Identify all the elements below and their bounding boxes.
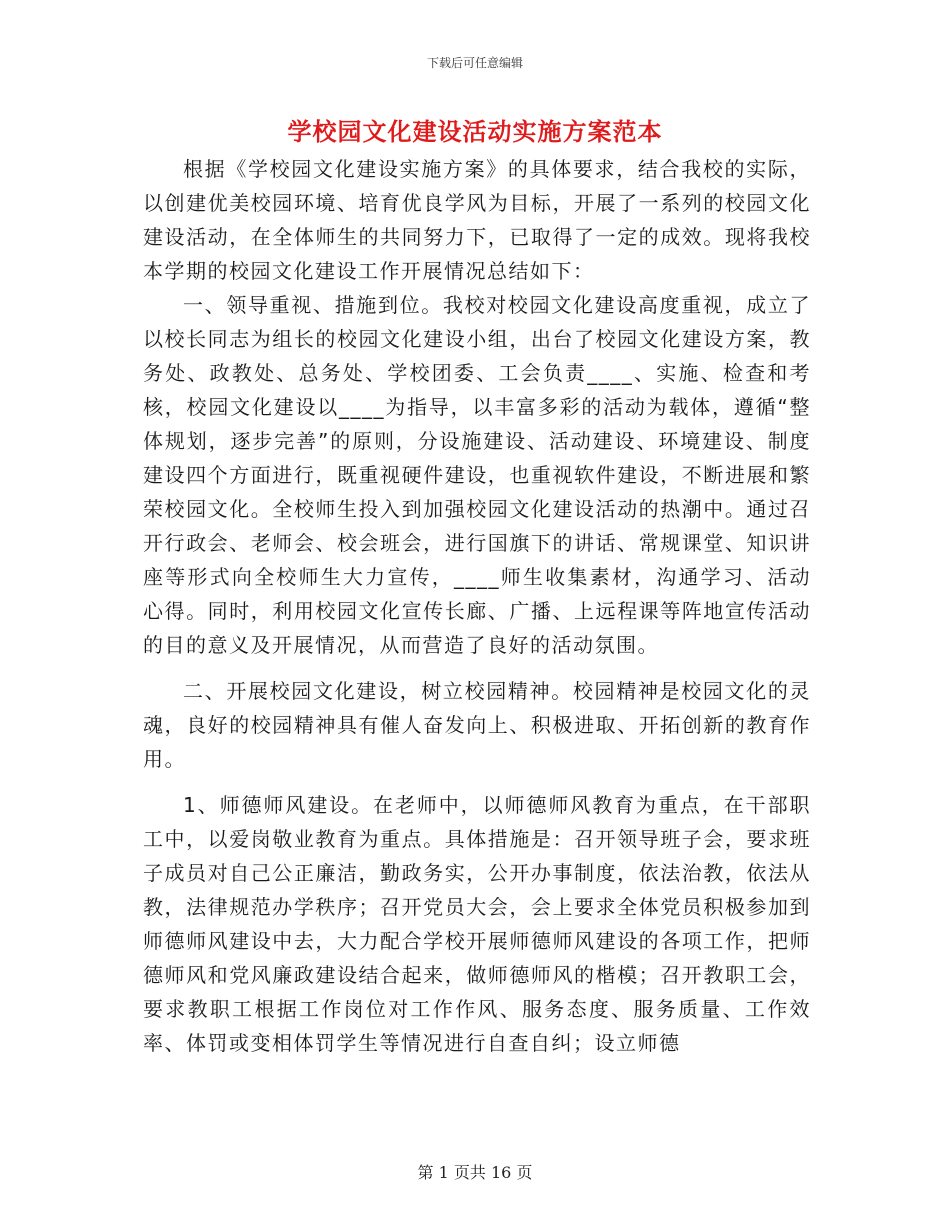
page-number: 第 1 页共 16 页: [417, 1163, 533, 1182]
document-title: 学校园文化建设活动实施方案范本: [287, 118, 663, 146]
paragraph-item-one: 1、师德师风建设。在老师中，以师德师风教育为重点，在干部职工中，以爱岗敬业教育为重点。具体措施是：召开领导班子会，要求班子成员对自己公正廉洁，勤政务实，公开办事制度，依法治教，依法从教，法律规范办学秩序；召开党员大会，会上要求全体党员积极参加到师德师风建设中去，大力配合学校开展师德师风建设的各项工作，把师德师风和党风廉政建设结合起来，做师德师风的楷模；召开教职工会，要求教职工根据工作岗位对工作作风、服务态度、服务质量、工作效率、体罚或变相体罚学生等情况进行自查自纠；设立师德: [143, 793, 811, 1055]
paragraph-section-one: 一、领导重视、措施到位。我校对校园文化建设高度重视，成立了以校长同志为组长的校园文化建设小组，出台了校园文化建设方案，教务处、政教处、总务处、学校团委、工会负责____、实施、检查和考核，校园文化建设以____为指导，以丰富多彩的活动为载体，遵循“整体规划，逐步完善”的原则，分设施建设、活动建设、环境建设、制度建设四个方面进行，既重视硬件建设，也重视软件建设，不断进展和繁荣校园文化。全校师生投入到加强校园文化建设活动的热潮中。通过召开行政会、老师会、校会班会，进行国旗下的讲话、常规课堂、知识讲座等形式向全校师生大力宣传，____师生收集素材，沟通学习、活动心得。同时，利用校园文化宣传长廊、广播、上远程课等阵地宣传活动的目的意义及开展情况，从而营造了良好的活动氛围。: [143, 293, 811, 657]
paragraph-section-two: 二、开展校园文化建设，树立校园精神。校园精神是校园文化的灵魂，良好的校园精神具有催人奋发向上、积极进取、开拓创新的教育作用。: [143, 679, 811, 771]
document-body: [143, 152, 811, 1060]
page-header-note: 下载后可任意编辑: [426, 56, 523, 70]
paragraph-intro: 根据《学校园文化建设实施方案》的具体要求，结合我校的实际，以创建优美校园环境、培育优良学风为目标，开展了一系列的校园文化建设活动，在全体师生的共同努力下，已取得了一定的成效。现将我校本学期的校园文化建设工作开展情况总结如下：: [143, 157, 811, 283]
